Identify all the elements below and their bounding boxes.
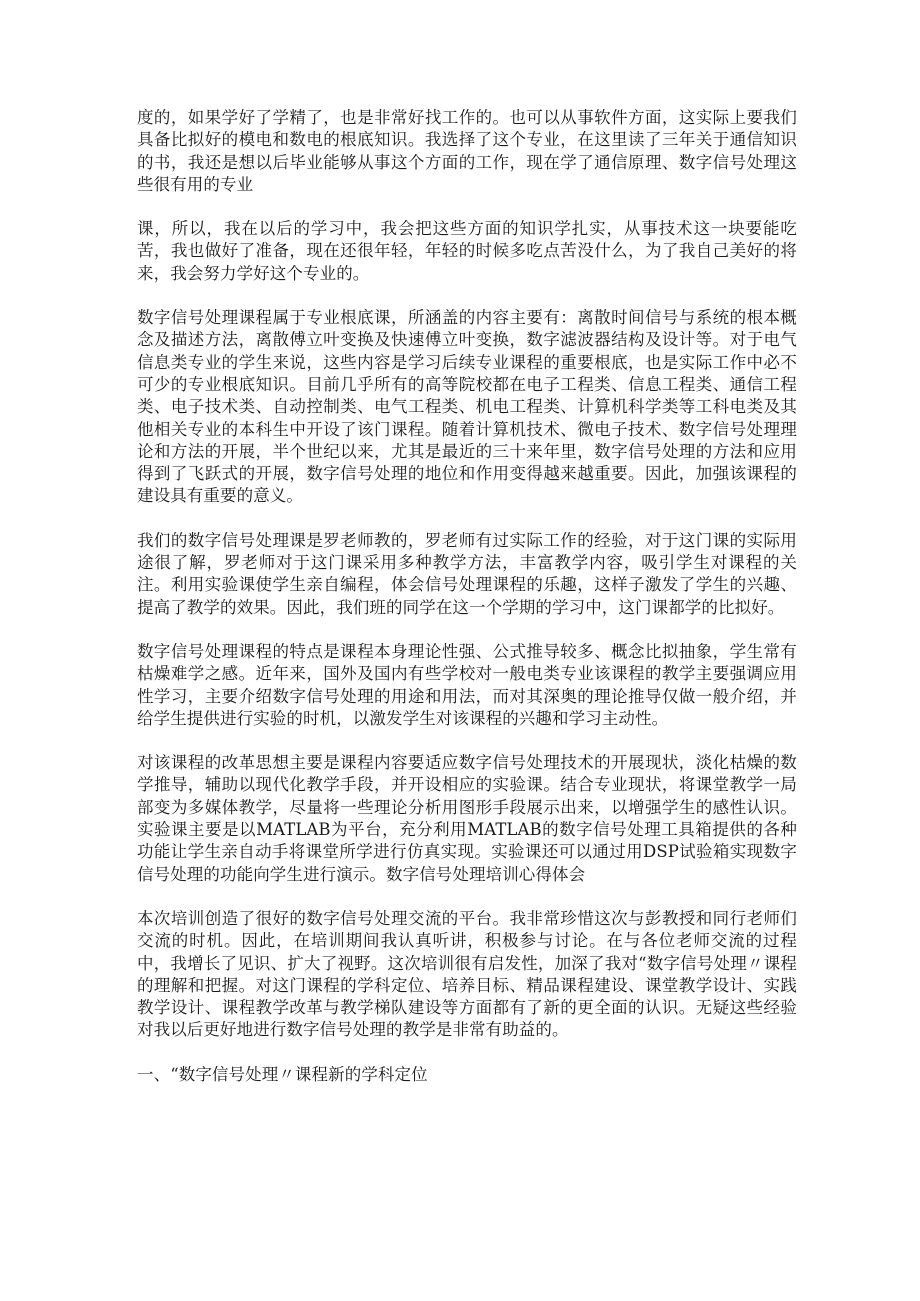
- paragraph-6: 对该课程的改革思想主要是课程内容要适应数字信号处理技术的开展现状，淡化枯燥的数学推导，辅助以现代化教学手段，并开设相应的实验课。结合专业现状，将课堂教学一局部变为多媒体教学，尽量将一些理论分析用图形手段展示出来，以增强学生的感性认识。实验课主要是以MATLAB为平台，充分利用MATLAB的数字信号处理工具箱提供的各种功能让学生亲自动手将课堂所学进行仿真实现。实验课还可以通过用DSP试验箱实现数字信号处理的功能向学生进行演示。数字信号处理培训心得体会: [137, 753, 797, 884]
- paragraph-5: 数字信号处理课程的特点是课程本身理论性强、公式推导较多、概念比拟抽象，学生常有枯燥难学之感。近年来，国外及国内有些学校对一般电类专业该课程的教学主要强调应用性学习，主要介绍数字信号处理的用途和用法，而对其深奥的理论推导仅做一般介绍，并给学生提供进行实验的时机，以激发学生对该课程的兴趣和学习主动性。: [137, 641, 797, 728]
- paragraph-3: 数字信号处理课程属于专业根底课，所涵盖的内容主要有：离散时间信号与系统的根本概念及描述方法，离散傅立叶变换及快速傅立叶变换，数字滤波器结构及设计等。对于电气信息类专业的学生来说，这些内容是学习后续专业课程的重要根底，也是实际工作中必不可少的专业根底知识。目前几乎所有的高等院校都在电子工程类、信息工程类、通信工程类、电子技术类、自动控制类、电气工程类、机电工程类、计算机科学类等工科电类及其他相关专业的本科生中开设了该门课程。随着计算机技术、微电子技术、数字信号处理理论和方法的开展，半个世纪以来，尤其是最近的三十来年里，数字信号处理的方法和应用得到了飞跃式的开展，数字信号处理的地位和作用变得越来越重要。因此，加强该课程的建设具有重要的意义。: [137, 308, 797, 506]
- paragraph-7: 本次培训创造了很好的数字信号处理交流的平台。我非常珍惜这次与彭教授和同行老师们交流的时机。因此，在培训期间我认真听讲，积极参与讨论。在与各位老师交流的过程中，我增长了见识、扩大了视野。这次培训很有启发性，加深了我对“数字信号处理〃课程的理解和把握。对这门课程的学科定位、培养目标、精品课程建设、课堂教学设计、实践教学设计、课程教学改革与教学梯队建设等方面都有了新的更全面的认识。无疑这些经验对我以后更好地进行数字信号处理的教学是非常有助益的。: [137, 908, 797, 1040]
- paragraph-4: 我们的数字信号处理课是罗老师教的，罗老师有过实际工作的经验，对于这门课的实际用途很了解，罗老师对于这门课采用多种教学方法，丰富教学内容，吸引学生对课程的关注。利用实验课使学生亲自编程，体会信号处理课程的乐趣，这样子激发了学生的兴趣、提高了教学的效果。因此，我们班的同学在这一个学期的学习中，这门课都学的比拟好。: [137, 530, 797, 617]
- paragraph-2: 课，所以，我在以后的学习中，我会把这些方面的知识学扎实，从事技术这一块要能吃苦，我也做好了准备，现在还很年轻，年轻的时候多吃点苦没什么，为了我自己美好的将来，我会努力学好这个专业的。: [137, 219, 797, 283]
- paragraph-1: 度的，如果学好了学精了，也是非常好找工作的。也可以从事软件方面，这实际上要我们具备比拟好的模电和数电的根底知识。我选择了这个专业，在这里读了三年关于通信知识的书，我还是想以后毕业能够从事这个方面的工作，现在学了通信原理、数字信号处理这些很有用的专业: [137, 108, 797, 194]
- document-body: [137, 107, 797, 1086]
- section-heading: 一、“数字信号处理〃课程新的学科定位: [137, 1064, 428, 1084]
